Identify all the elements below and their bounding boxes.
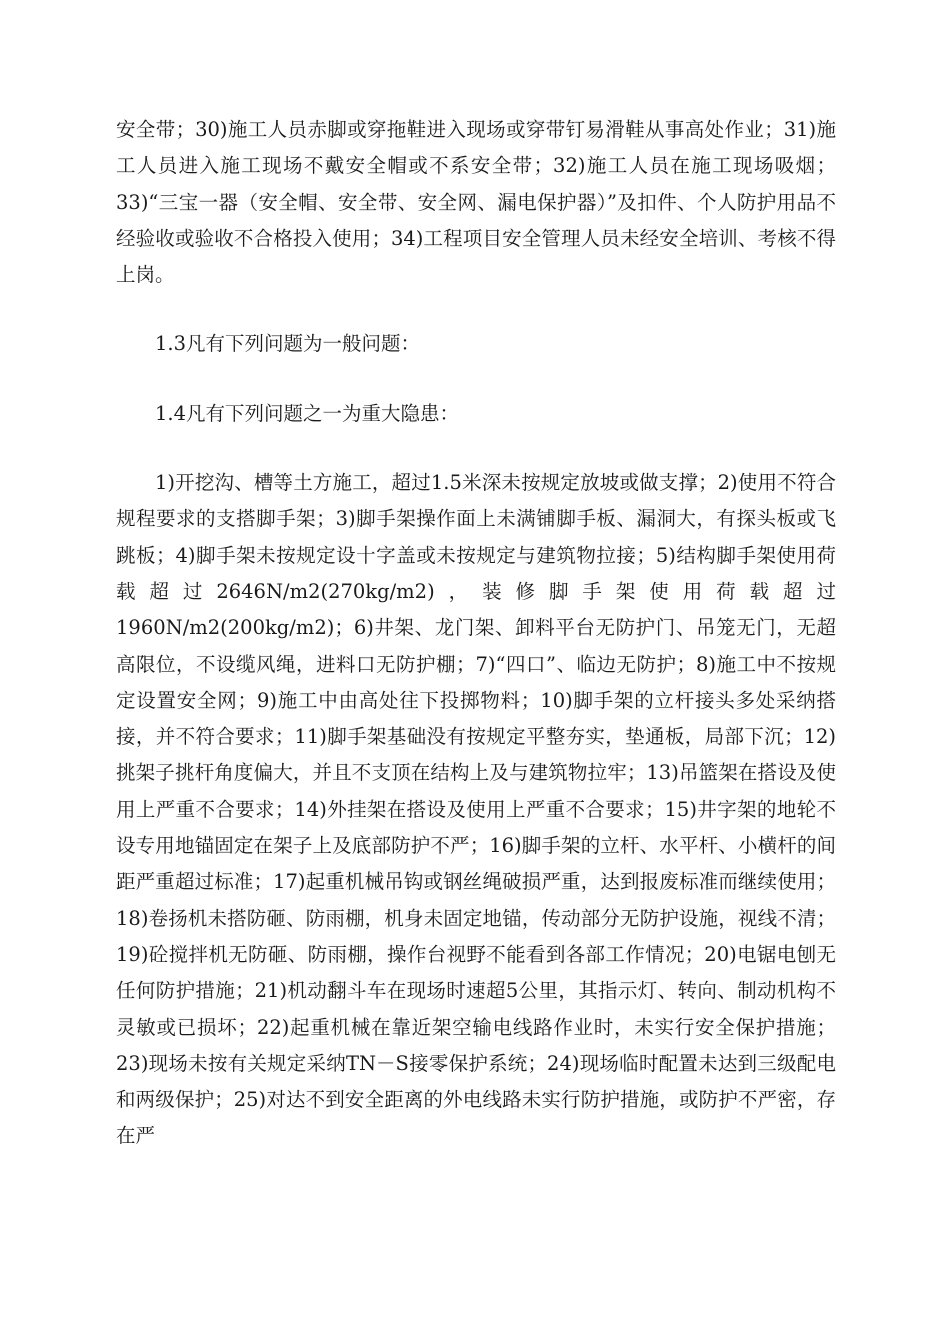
section-heading-1-4: 1.4凡有下列问题之一为重大隐患：	[155, 401, 460, 425]
paragraph-major-hazards-list: 1)开挖沟、槽等土方施工，超过1.5米深未按规定放坡或做支撑；2)使用不符合规程要求的支搭脚手架；3)脚手架操作面上未满铺脚手板、漏洞大，有探头板或飞跳板；4)脚手架未按规定设十字盖或未按规定与建筑物拉接；5)结构脚手架使用荷载超过2646N/m2(270kg/m2)，装修脚手架使用荷载超过1960N/m2(200kg/m2)；6)井架、龙门架、卸料平台无防护门、吊笼无门，无超高限位，不设缆风绳，进料口无防护棚；7)“四口”、临边无防护；8)施工中不按规定设置安全网；9)施工中由高处往下投掷物料；10)脚手架的立杆接头多处采纳搭接，并不符合要求；11)脚手架基础没有按规定平整夯实，垫通板，局部下沉；12)挑架子挑杆角度偏大，并且不支顶在结构上及与建筑物拉牢；13)吊篮架在搭设及使用上严重不合要求；14)外挂架在搭设及使用上严重不合要求；15)井字架的地轮不设专用地锚固定在架子上及底部防护不严；16)脚手架的立杆、水平杆、小横杆的间距严重超过标准；17)起重机械吊钩或钢丝绳破损严重，达到报废标准而继续使用；18)卷扬机未搭防砸、防雨棚，机身未固定地锚，传动部分无防护设施，视线不清；19)砼搅拌机无防砸、防雨棚，操作台视野不能看到各部工作情况；20)电锯电刨无任何防护措施；21)机动翻斗车在现场时速超5公里，其指示灯、转向、制动机构不灵敏或已损坏；22)起重机械在靠近架空输电线路作业时，未实行安全保护措施；23)现场未按有关规定采纳TN－S接零保护系统；24)现场临时配置未达到三级配电和两级保护；25)对达不到安全距离的外电线路未实行防护措施，或防护不严密，存在严	[116, 471, 836, 1148]
paragraph-continued-list: 安全带；30)施工人员赤脚或穿拖鞋进入现场或穿带钉易滑鞋从事高处作业；31)施工人员进入施工现场不戴安全帽或不系安全带；32)施工人员在施工现场吸烟；33)“三宝一器（安全帽、安全带、安全网、漏电保护器）”及扣件、个人防护用品不经验收或验收不合格投入使用；34)工程项目安全管理人员未经安全培训、考核不得上岗。	[116, 118, 836, 287]
section-heading-1-3: 1.3凡有下列问题为一般问题：	[155, 332, 421, 356]
document-body	[116, 112, 836, 1155]
